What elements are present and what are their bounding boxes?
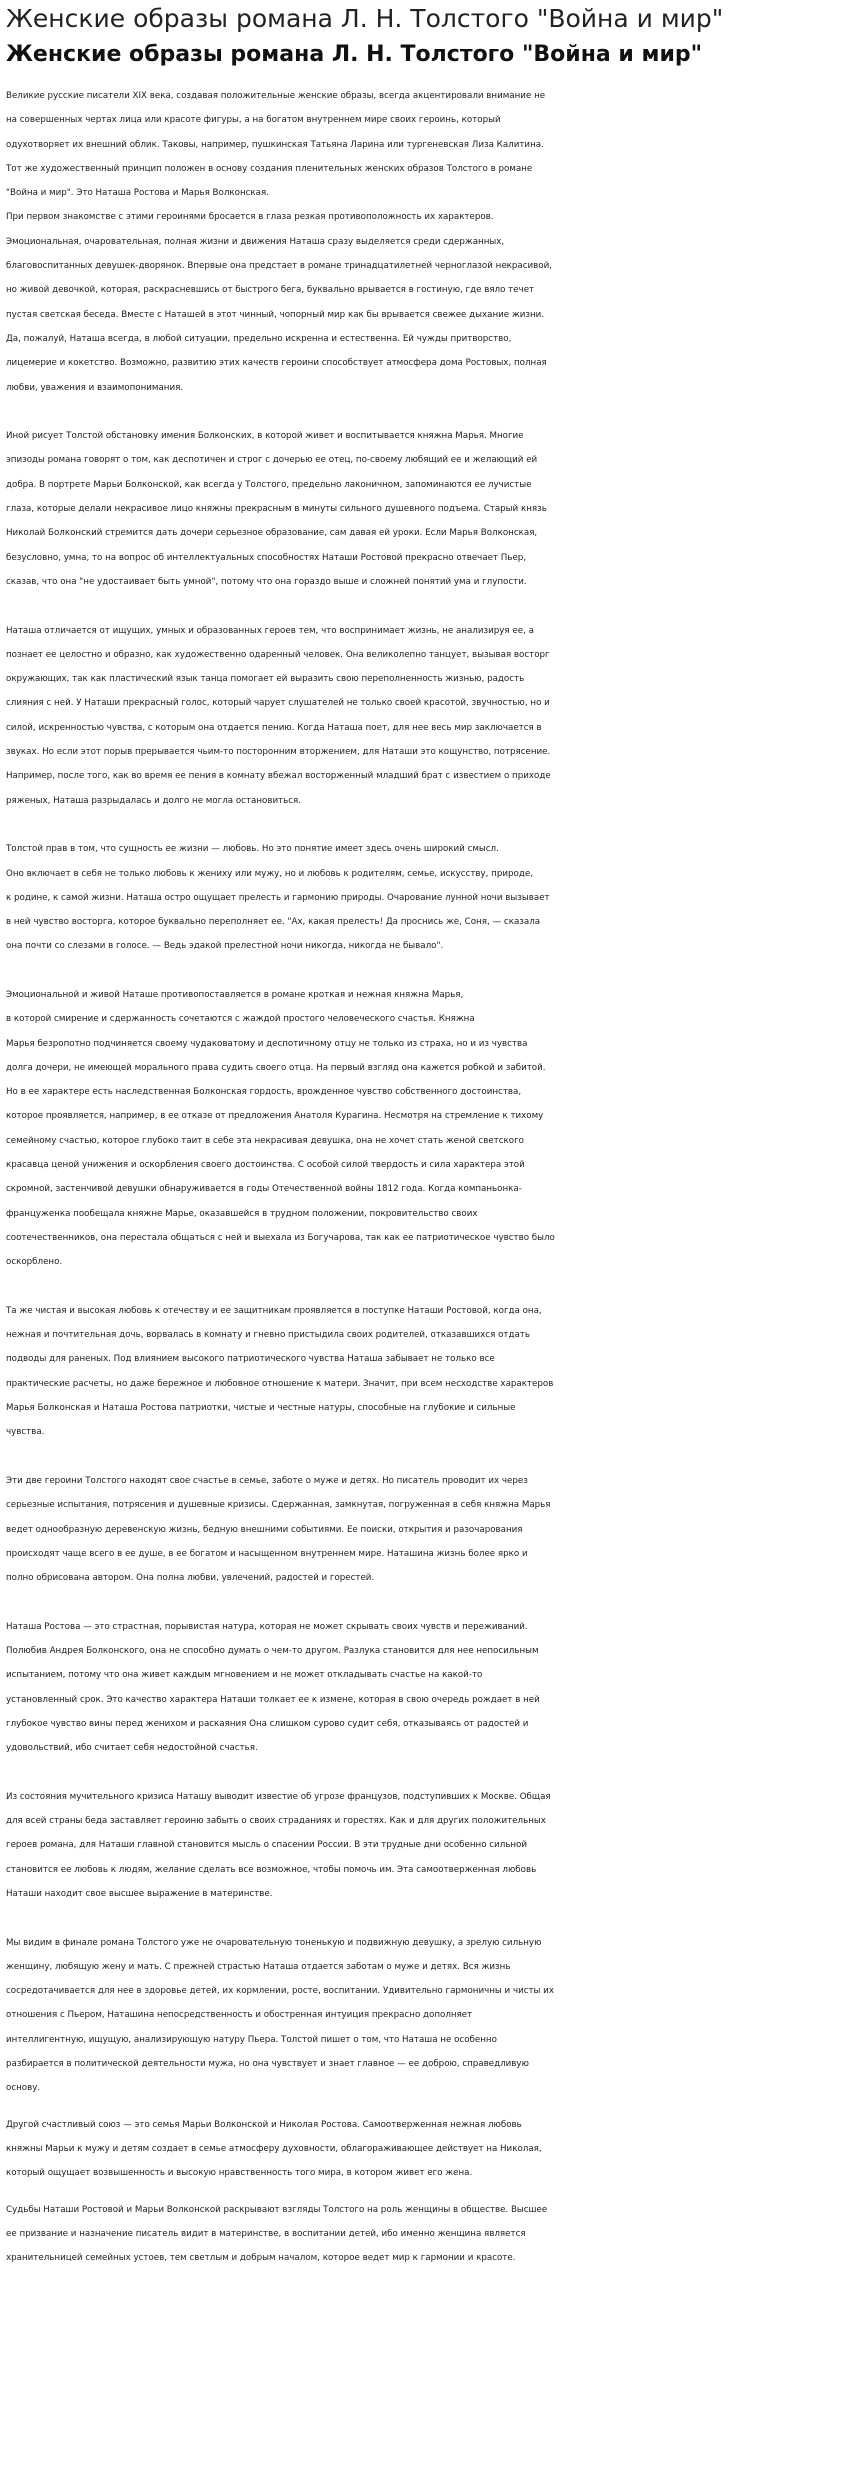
paragraph: [6, 983, 842, 1275]
paragraph-line: Та же чистая и высокая любовь к отечеству и ее защитникам проявляется в поступке Наташи Ростовой, когда она,: [6, 1305, 542, 1316]
paragraph-line: познает ее целостно и образно, как художественно одаренный человек. Она великолепно танцует, вызывая восторг: [6, 649, 550, 660]
paragraph-line: Марья безропотно подчиняется своему чудаковатому и деспотичному отцу не только из страха, но и из чувства: [6, 1038, 528, 1049]
paragraph-line: которое проявляется, например, в ее отказе от предложения Анатоля Курагина. Несмотря на стремление к тихому: [6, 1111, 544, 1122]
paragraph-line: интеллигентную, ищущую, анализирующую натуру Пьера. Толстой пишет о том, что Наташа не особенно: [6, 2034, 497, 2045]
paragraph-line: глубокое чувство вины перед женихом и раскаяния Она слишком сурово судит себя, отказываясь от радостей и: [6, 1718, 529, 1729]
paragraph-line: Да, пожалуй, Наташа всегда, в любой ситуации, предельно искренна и естественна. Ей чужды притворство,: [6, 333, 512, 344]
paragraph-line: разбирается в политической деятельности мужа, но она чувствует и знает главное — ее доброю, справедливую: [6, 2059, 529, 2070]
paragraph: [6, 1615, 842, 1761]
paragraph-line: Великие русские писатели XIX века, создавая положительные женские образы, всегда акцентировали внимание не: [6, 91, 546, 101]
paragraph: [6, 1299, 842, 1445]
paragraph-line: удовольствий, ибо считает себя недостойной счастья.: [6, 1743, 258, 1754]
paragraph-line: "Война и мир". Это Наташа Ростова и Марья Волконская.: [6, 188, 269, 199]
paragraph-line: пустая светская беседа. Вместе с Наташей в этот чинный, чопорный мир как бы врывается свежее дыхание жизни.: [6, 309, 545, 320]
paragraph-line: Тот же художественный принцип положен в основу создания пленительных женских образов Толстого в романе: [6, 163, 533, 174]
paragraph-line: для всей страны беда заставляет героиню забыть о своих страданиях и горестях. Как и для других положительных: [6, 1816, 546, 1827]
paragraph-line: Например, после того, как во время ее пения в комнату вбежал восторженный младший брат с известием о приходе: [6, 771, 551, 782]
paragraph-line: сказав, что она "не удостаивает быть умной", потому что она гораздо выше и сложней понятий ума и глупости.: [6, 576, 527, 587]
paragraph-line: Иной рисует Толстой обстановку имения Болконских, в которой живет и воспитывается княжна Марья. Многие: [6, 431, 524, 442]
paragraph-line: подводы для раненых. Под влиянием высокого патриотического чувства Наташа забывает не только все: [6, 1354, 495, 1365]
article-heading: Женские образы романа Л. Н. Толстого "Война и мир": [6, 42, 703, 67]
paragraph-line: любви, уважения и взаимопонимания.: [6, 382, 184, 393]
paragraph-line: Николай Болконский стремится дать дочери серьезное образование, сам давая ей уроки. Если Марья Волконская,: [6, 528, 538, 539]
paragraph-line: который ощущает возвышенность и высокую нравственность того мира, в котором живет его жена.: [6, 2168, 473, 2179]
paragraph-line: серьезные испытания, потрясения и душевные кризисы. Сдержанная, замкнутая, погруженная в себя княжна Марья: [6, 1500, 551, 1511]
paragraph-line: Толстой прав в том, что сущность ее жизни — любовь. Но это понятие имеет здесь очень широкий смысл.: [6, 844, 499, 855]
paragraph-line: долга дочери, не имеющей морального права судить своего отца. На первый взгляд она кажется робкой и забитой.: [6, 1062, 546, 1073]
paragraph-line: Судьбы Наташи Ростовой и Марьи Волконской раскрывают взгляды Толстого на роль женщины в обществе. Высшее: [6, 2204, 548, 2215]
paragraph-line: Марья Болконская и Наташа Ростова патриотки, чистые и честные натуры, способные на глубокие и сильные: [6, 1403, 516, 1414]
paragraph-line: француженка пообещала княжне Марье, оказавшейся в трудном положении, покровительство своих: [6, 1208, 478, 1219]
paragraph-line: окружающих, так как пластический язык танца помогает ей выразить свою переполненность жизнью, радость: [6, 674, 525, 685]
paragraph-line: Но в ее характере есть наследственная Болконская гордость, врожденное чувство собственного достоинства,: [6, 1087, 522, 1098]
paragraph-line: силой, искренностью чувства, с которым она отдается пению. Когда Наташа поет, для нее весь мир заключается в: [6, 722, 542, 733]
paragraph-line: происходят чаще всего в ее душе, в ее богатом и насыщенном внутреннем мире. Наташина жизнь более ярко и: [6, 1548, 528, 1559]
paragraph-line: на совершенных чертах лица или красоте фигуры, а на богатом внутреннем мире своих героинь, который: [6, 115, 501, 126]
paragraph-line: героев романа, для Наташи главной становится мысль о спасении России. В эти трудные дни особенно сильной: [6, 1840, 528, 1851]
paragraph: [6, 2198, 842, 2271]
paragraph-line: практические расчеты, но даже бережное и любовное отношение к матери. Значит, при всем несходстве характеров: [6, 1378, 554, 1389]
paragraph-line: княжны Марьи к мужу и детям создает в семье атмосферу духовности, облагораживающее действует на Николая,: [6, 2144, 542, 2155]
paragraph-line: Мы видим в финале романа Толстого уже не очаровательную тоненькую и подвижную девушку, а зрелую сильную: [6, 1937, 542, 1948]
paragraph-line: становится ее любовь к людям, желание сделать все возможное, чтобы помочь им. Эта самоотверженная любовь: [6, 1864, 537, 1875]
paragraph-line: Оно включает в себя не только любовь к жениху или мужу, но и любовь к родителям, семье, искусству, природе,: [6, 868, 533, 879]
paragraph-line: При первом знакомстве с этими героинями бросается в глаза резкая противоположность их характеров.: [6, 212, 494, 223]
paragraph-line: красавца ценой унижения и оскорбления своего достоинства. С особой силой твердость и сила характера этой: [6, 1160, 525, 1171]
paragraph-line: ряженых, Наташа разрыдалась и долго не могла остановиться.: [6, 795, 302, 806]
paragraph-line: звуках. Но если этот порыв прерывается чьим-то посторонним вторжением, для Наташи это кощунство, потрясение.: [6, 747, 551, 758]
paragraph-line: слияния с ней. У Наташи прекрасный голос, который чарует слушателей не только своей красотой, звучностью, но и: [6, 698, 550, 709]
paragraph-line: сосредотачивается для нее в здоровье детей, их кормлении, росте, воспитании. Удивительно гармоничны и чисты их: [6, 1986, 554, 1997]
paragraph-line: Наташа Ростова — это страстная, порывистая натура, которая не может скрывать своих чувств и переживаний.: [6, 1621, 528, 1632]
paragraph-line: ведет однообразную деревенскую жизнь, бедную внешними событиями. Ее поиски, открытия и разочарования: [6, 1524, 523, 1535]
paragraph: [6, 424, 842, 594]
paragraph-line: Другой счастливый союз — это семья Марьи Волконской и Николая Ростова. Самоотверженная нежная любовь: [6, 2119, 522, 2130]
paragraph: [6, 1931, 842, 2101]
paragraph: [6, 619, 842, 813]
paragraph-line: Полюбив Андрея Болконского, она не способно думать о чем-то другом. Разлука становится для нее непосильным: [6, 1646, 539, 1656]
paragraph-line: Эти две героини Толстого находят свое счастье в семье, заботе о муже и детях. Но писатель проводит их через: [6, 1475, 528, 1486]
paragraph-line: испытанием, потому что она живет каждым мгновением и не может откладывать счастье на какой-то: [6, 1670, 483, 1681]
paragraph-line: безусловно, умна, то на вопрос об интеллектуальных способностях Наташи Ростовой прекрасно отвечает Пьер,: [6, 552, 527, 563]
paragraph-line: глаза, которые делали некрасивое лицо княжны прекрасным в минуты сильного душевного подъема. Старый князь: [6, 504, 547, 515]
paragraph: [6, 2113, 842, 2186]
paragraph-line: но живой девочкой, которая, раскрасневшись от быстрого бега, буквально врывается в гостиную, где вяло течет: [6, 285, 535, 296]
paragraph: [6, 1469, 842, 1590]
paragraph-line: хранительницей семейных устоев, тем светлым и добрым началом, которое ведет мир к гармонии и красоте.: [6, 2253, 516, 2264]
paragraph-line: оскорблено.: [6, 1257, 63, 1268]
paragraph-line: к родине, к самой жизни. Наташа остро ощущает прелесть и гармонию природы. Очарование лунной ночи вызывает: [6, 892, 550, 903]
paragraph-line: благовоспитанных девушек-дворянок. Впервые она предстает в романе тринадцатилетней черноглазой некрасивой,: [6, 261, 553, 272]
paragraph-line: семейному счастью, которое глубоко таит в себе эта некрасивая девушка, она не хочет стать женой светского: [6, 1135, 524, 1146]
paragraph-line: в которой смирение и сдержанность сочетаются с жаждой простого человеческого счастья. Княжна: [6, 1014, 475, 1025]
paragraph: [6, 837, 842, 958]
paragraph-line: чувства.: [6, 1427, 45, 1438]
paragraph-line: Эмоциональная, очаровательная, полная жизни и движения Наташа сразу выделяется среди сдержанных,: [6, 236, 505, 247]
paragraph: [6, 84, 842, 400]
paragraph-line: нежная и почтительная дочь, ворвалась в комнату и гневно пристыдила своих родителей, отказавшихся отдать: [6, 1330, 530, 1341]
paragraph-line: она почти со слезами в голосе. — Ведь эдакой прелестной ночи никогда, никогда не бывало".: [6, 941, 444, 952]
paragraph-line: Из состояния мучительного кризиса Наташу выводит известие об угрозе французов, подступивших к Москве. Общая: [6, 1791, 551, 1802]
paragraph: [6, 1785, 842, 1906]
paragraph-line: основу.: [6, 2083, 41, 2094]
page-title: Женские образы романа Л. Н. Толстого "Война и мир": [6, 4, 724, 33]
paragraph-line: эпизоды романа говорят о том, как деспотичен и строг с дочерью ее отец, по-своему любящий ее и желающий ей: [6, 455, 538, 466]
paragraph-line: лицемерие и кокетство. Возможно, развитию этих качеств героини способствует атмосфера дома Ростовых, полная: [6, 358, 547, 369]
paragraph-line: добра. В портрете Марьи Болконской, как всегда у Толстого, предельно лаконичном, запоминаются ее лучистые: [6, 479, 532, 490]
paragraph-line: Наташи находит свое высшее выражение в материнстве.: [6, 1888, 273, 1899]
paragraph-line: ее призвание и назначение писатель видит в материнстве, в воспитании детей, ибо именно женщина является: [6, 2229, 526, 2240]
paragraph-line: отношения с Пьером, Наташина непосредственность и обостренная интуиция прекрасно дополняет: [6, 2010, 473, 2021]
article-body: [6, 84, 842, 2271]
paragraph-line: одухотворяет их внешний облик. Таковы, например, пушкинская Татьяна Ларина или тургеневская Лиза Калитина.: [6, 139, 544, 150]
paragraph-line: Наташа отличается от ищущих, умных и образованных героев тем, что воспринимает жизнь, не анализируя ее, а: [6, 625, 534, 636]
paragraph-line: полно обрисована автором. Она полна любви, увлечений, радостей и горестей.: [6, 1573, 375, 1584]
paragraph-line: Эмоциональной и живой Наташе противопоставляется в романе кроткая и нежная княжна Марья,: [6, 989, 464, 1000]
paragraph-line: соотечественников, она перестала общаться с ней и выехала из Богучарова, так как ее патриотическое чувство было: [6, 1232, 555, 1243]
paragraph-line: в ней чувство восторга, которое буквально переполняет ее. "Ах, какая прелесть! Да проснись же, Соня, — сказала: [6, 917, 541, 928]
paragraph-line: женщину, любящую жену и мать. С прежней страстью Наташа отдается заботам о муже и детях. Вся жизнь: [6, 1961, 511, 1972]
paragraph-line: установленный срок. Это качество характера Наташи толкает ее к измене, которая в свою очередь рождает в ней: [6, 1694, 540, 1705]
paragraph-line: скромной, застенчивой девушки обнаруживается в годы Отечественной войны 1812 года. Когда компаньонка-: [6, 1184, 522, 1195]
